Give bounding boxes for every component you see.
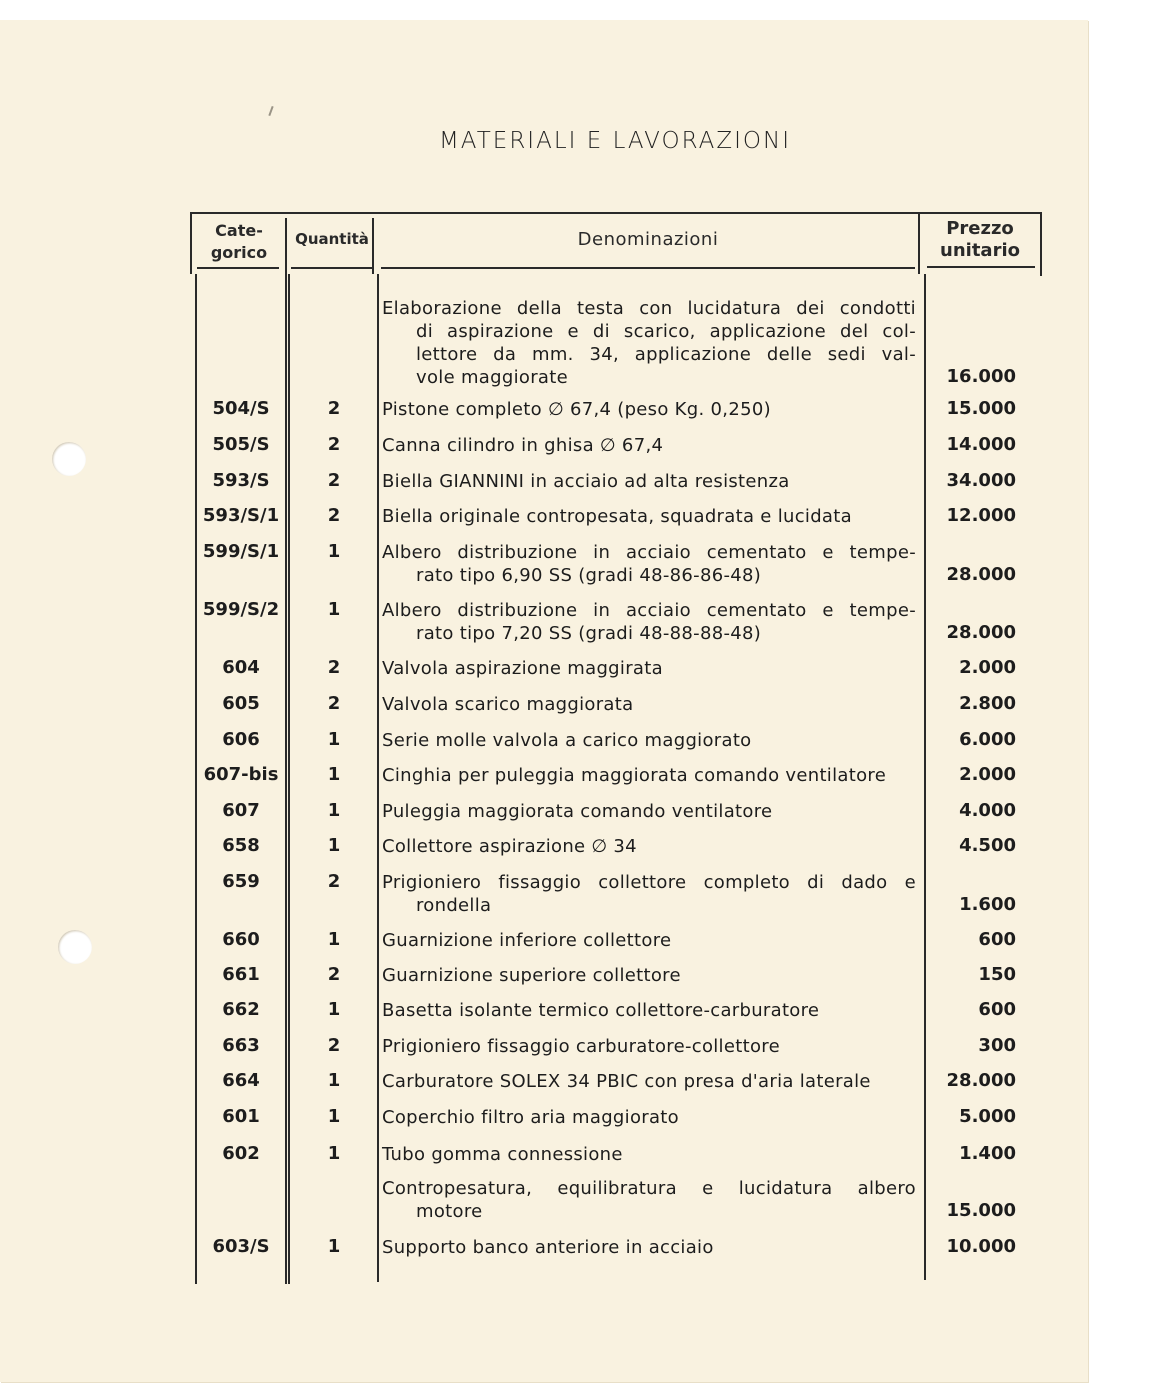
cell-denominazione [382,1070,916,1093]
column-rule [1040,214,1042,276]
cell-prezzo: 600 [978,999,1016,1020]
cell-categorico: 606 [222,729,260,750]
cell-prezzo: 6.000 [959,729,1016,750]
cell-denominazione [382,1106,916,1129]
cell-prezzo: 15.000 [946,1200,1016,1221]
table-top-rule [190,212,1042,214]
cell-categorico: 607-bis [203,764,279,785]
cell-prezzo: 16.000 [946,366,1016,387]
header-rule [291,267,373,269]
header-text: unitario [940,240,1020,261]
cell-quantita: 1 [327,1236,341,1257]
description-line: Albero distribuzione in acciaio cementato e tempe- [382,600,916,621]
header-rule [197,267,279,269]
description-line: Albero distribuzione in acciaio cementato e tempe- [382,542,916,563]
cell-denominazione [382,764,916,787]
header-rule [381,267,915,269]
header-text: Cate- [215,221,263,240]
cell-quantita: 1 [327,800,341,821]
cell-quantita: 1 [327,1070,341,1091]
cell-categorico: 593/S [212,470,270,491]
cell-denominazione [382,398,916,421]
description-line: rondella [416,895,492,916]
punch-hole [52,442,86,476]
header-text: gorico [210,243,268,262]
cell-prezzo: 15.000 [946,398,1016,419]
cell-denominazione [382,835,916,858]
cell-prezzo: 12.000 [946,505,1016,526]
cell-prezzo: 28.000 [946,1070,1016,1091]
cell-categorico: 602 [222,1143,260,1164]
cell-prezzo: 4.000 [959,800,1016,821]
description-line: rato tipo 6,90 SS (gradi 48-86-86-48) [416,565,762,586]
column-rule [924,274,926,1280]
cell-quantita: 2 [327,964,341,985]
cell-prezzo: 150 [978,964,1016,985]
description-line: Puleggia maggiorata comando ventilatore [382,801,773,822]
description-line: di aspirazione e di scarico, applicazione del col- [416,321,916,342]
description-line: Basetta isolante termico collettore-carburatore [382,1000,820,1021]
header-text: Prezzo [946,218,1014,239]
cell-categorico: 660 [222,929,260,950]
cell-quantita: 2 [327,1035,341,1056]
description-line: Coperchio filtro aria maggiorato [382,1107,679,1128]
cell-denominazione [382,871,916,917]
header-categorico [197,220,281,264]
description-line: Valvola aspirazione maggirata [382,658,663,679]
cell-categorico: 601 [222,1106,260,1127]
cell-quantita: 1 [327,999,341,1020]
cell-quantita: 2 [327,871,341,892]
description-line: Biella GIANNINI in acciaio ad alta resistenza [382,471,790,492]
cell-categorico: 505/S [212,434,270,455]
cell-denominazione [382,470,916,493]
cell-quantita: 2 [327,657,341,678]
description-line: Serie molle valvola a carico maggiorato [382,730,752,751]
cell-categorico: 593/S/1 [202,505,280,526]
description-line: Supporto banco anteriore in acciaio [382,1237,714,1258]
cell-quantita: 1 [327,1106,341,1127]
cell-quantita: 2 [327,693,341,714]
description-line: Valvola scarico maggiorata [382,694,634,715]
column-rule [918,214,920,274]
description-line: Cinghia per puleggia maggiorata comando ventilatore [382,765,887,786]
cell-denominazione [382,1143,916,1166]
cell-quantita: 1 [327,764,341,785]
description-line: Canna cilindro in ghisa ∅ 67,4 [382,435,664,456]
description-line: Prigioniero fissaggio carburatore-collettore [382,1036,780,1057]
cell-quantita: 1 [327,1143,341,1164]
cell-categorico: 662 [222,999,260,1020]
description-line: Guarnizione inferiore collettore [382,930,672,951]
cell-prezzo: 14.000 [946,434,1016,455]
description-line: Collettore aspirazione ∅ 34 [382,836,637,857]
description-line: Guarnizione superiore collettore [382,965,681,986]
cell-prezzo: 1.400 [959,1143,1016,1164]
cell-prezzo: 600 [978,929,1016,950]
description-line: lettore da mm. 34, applicazione delle sedi val- [416,344,916,365]
header-rule [927,266,1035,268]
cell-prezzo: 300 [978,1035,1016,1056]
cell-categorico: 603/S [212,1236,270,1257]
cell-denominazione [382,999,916,1022]
page-title: MATERIALI E LAVORAZIONI [438,128,792,154]
cell-prezzo: 2.000 [959,657,1016,678]
description-line: rato tipo 7,20 SS (gradi 48-88-88-48) [416,623,762,644]
cell-prezzo: 2.000 [959,764,1016,785]
cell-denominazione [382,800,916,823]
cell-denominazione [382,657,916,680]
cell-quantita: 2 [327,398,341,419]
column-rule [285,218,287,1284]
cell-denominazione [382,964,916,987]
cell-quantita: 1 [327,729,341,750]
cell-denominazione [382,1035,916,1058]
cell-prezzo: 4.500 [959,835,1016,856]
cell-categorico: 599/S/1 [202,541,280,562]
description-line: Biella originale contropesata, squadrata e lucidata [382,506,852,527]
description-line: Tubo gomma connessione [382,1144,623,1165]
cell-prezzo: 28.000 [946,622,1016,643]
cell-quantita: 1 [327,599,341,620]
cell-categorico: 658 [222,835,260,856]
cell-quantita: 1 [327,835,341,856]
cell-denominazione [382,541,916,587]
cell-prezzo: 1.600 [959,894,1016,915]
cell-denominazione [382,297,916,389]
cell-quantita: 2 [327,505,341,526]
punch-hole [58,930,92,964]
cell-prezzo: 28.000 [946,564,1016,585]
cell-denominazione [382,1177,916,1223]
cell-categorico: 663 [222,1035,260,1056]
description-line: motore [416,1201,483,1222]
cell-denominazione [382,1236,916,1259]
cell-prezzo: 2.800 [959,693,1016,714]
cell-categorico: 605 [222,693,260,714]
header-denominazioni: Denominazioni [577,229,719,250]
cell-categorico: 599/S/2 [202,599,280,620]
description-line: Elaborazione della testa con lucidatura dei condotti [382,298,916,319]
cell-quantita: 1 [327,541,341,562]
cell-quantita: 2 [327,434,341,455]
header-prezzo-unitario [927,218,1033,262]
cell-prezzo: 34.000 [946,470,1016,491]
cell-categorico: 659 [222,871,260,892]
cell-quantita: 1 [327,929,341,950]
description-line: vole maggiorate [416,367,568,388]
cell-categorico: 504/S [212,398,270,419]
cell-categorico: 607 [222,800,260,821]
description-line: Pistone completo ∅ 67,4 (peso Kg. 0,250) [382,399,771,420]
cell-quantita: 2 [327,470,341,491]
cell-prezzo: 10.000 [946,1236,1016,1257]
cell-prezzo: 5.000 [959,1106,1016,1127]
column-rule [190,212,192,274]
cell-denominazione [382,505,916,528]
cell-denominazione [382,929,916,952]
cell-categorico: 664 [222,1070,260,1091]
cell-denominazione [382,729,916,752]
description-line: Prigioniero fissaggio collettore completo di dado e [382,872,916,893]
cell-categorico: 661 [222,964,260,985]
cell-denominazione [382,434,916,457]
description-line: Carburatore SOLEX 34 PBIC con presa d'aria laterale [382,1071,871,1092]
description-line: Contropesatura, equilibratura e lucidatura albero [382,1178,916,1199]
cell-categorico: 604 [222,657,260,678]
cell-denominazione [382,599,916,645]
header-quantita: Quantità [295,230,369,248]
cell-denominazione [382,693,916,716]
